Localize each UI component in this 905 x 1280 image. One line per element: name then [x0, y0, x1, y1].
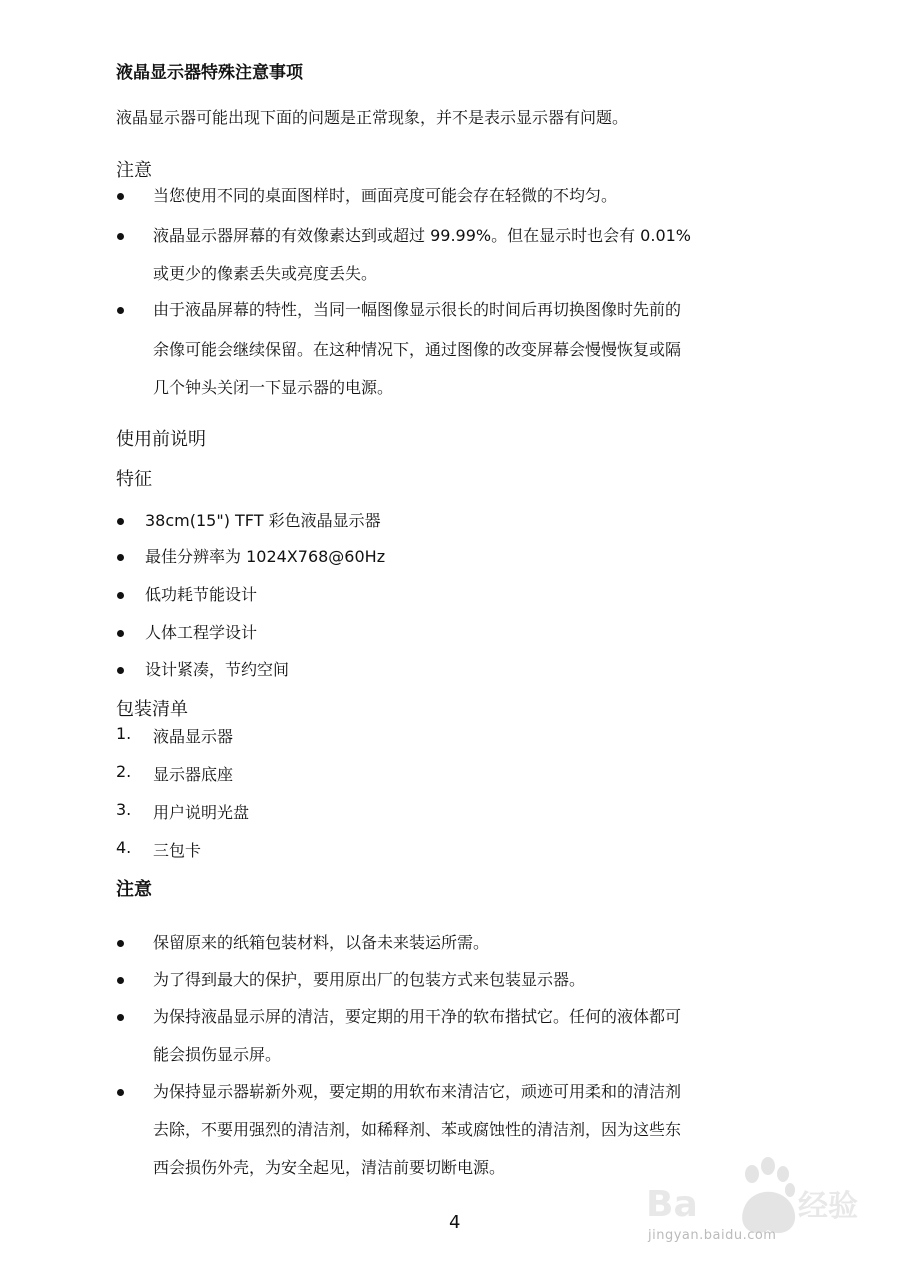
svg-text:Ba: Ba [646, 1184, 698, 1225]
item-number: 4. [116, 838, 132, 857]
features-heading: 特征 [116, 469, 152, 490]
bullet-icon [117, 307, 124, 314]
item-number: 2. [116, 762, 132, 781]
list-item-continuation: 能会损伤显示屏。 [153, 1045, 282, 1064]
intro-paragraph: 液晶显示器可能出现下面的问题是正常现象，并不是表示显示器有问题。 [116, 108, 629, 127]
bullet-icon [117, 1089, 124, 1096]
item-number: 3. [116, 800, 132, 819]
package-item: 显示器底座 [153, 765, 234, 784]
package-item: 液晶显示器 [153, 727, 234, 746]
feature-item: 人体工程学设计 [145, 623, 258, 642]
feature-item: 设计紧凑，节约空间 [145, 660, 290, 679]
bullet-icon [117, 592, 124, 599]
feature-item: 低功耗节能设计 [145, 585, 258, 604]
list-item: 液晶显示器屏幕的有效像素达到或超过 99.99%。但在显示时也会有 0.01% [153, 226, 692, 245]
list-item: 由于液晶屏幕的特性，当同一幅图像显示很长的时间后再切换图像时先前的 [153, 300, 682, 319]
feature-item: 38cm(15") TFT 彩色液晶显示器 [145, 511, 381, 530]
list-item-continuation: 余像可能会继续保留。在这种情况下，通过图像的改变屏幕会慢慢恢复或隔 [153, 340, 682, 359]
package-item: 三包卡 [153, 841, 202, 860]
bullet-icon [117, 977, 124, 984]
notice-heading: 注意 [116, 160, 152, 181]
page-title: 液晶显示器特殊注意事项 [116, 63, 303, 83]
list-item-continuation: 去除，不要用强烈的清洁剂，如稀释剂、苯或腐蚀性的清洁剂，因为这些东 [153, 1120, 682, 1139]
bullet-icon [117, 518, 124, 525]
bullet-icon [117, 667, 124, 674]
list-item: 当您使用不同的桌面图样时，画面亮度可能会存在轻微的不均匀。 [153, 186, 618, 205]
package-heading: 包装清单 [116, 699, 188, 720]
bullet-icon [117, 630, 124, 637]
list-item: 为保持液晶显示屏的清洁，要定期的用干净的软布揩拭它。任何的液体都可 [153, 1007, 682, 1026]
bullet-icon [117, 1014, 124, 1021]
bullet-icon [117, 554, 124, 561]
list-item-continuation: 几个钟头关闭一下显示器的电源。 [153, 378, 394, 397]
notice-heading: 注意 [116, 879, 152, 900]
bullet-icon [117, 193, 124, 200]
list-item: 保留原来的纸箱包装材料，以备未来装运所需。 [153, 933, 490, 952]
item-number: 1. [116, 724, 132, 743]
bullet-icon [117, 233, 124, 240]
svg-text:经验: 经验 [798, 1189, 858, 1224]
baidu-watermark-logo [640, 1150, 860, 1265]
bullet-icon [117, 940, 124, 947]
package-item: 用户说明光盘 [153, 803, 250, 822]
page-number: 4 [449, 1212, 461, 1233]
list-item: 为了得到最大的保护，要用原出厂的包装方式来包装显示器。 [153, 970, 586, 989]
list-item-continuation: 西会损伤外壳，为安全起见，清洁前要切断电源。 [153, 1158, 506, 1177]
watermark-url: jingyan.baidu.com [648, 1228, 777, 1243]
section-heading: 使用前说明 [116, 429, 206, 450]
list-item: 为保持显示器崭新外观，要定期的用软布来清洁它，顽迹可用柔和的清洁剂 [153, 1082, 682, 1101]
feature-item: 最佳分辨率为 1024X768@60Hz [145, 547, 386, 566]
list-item-continuation: 或更少的像素丢失或亮度丢失。 [153, 264, 378, 283]
